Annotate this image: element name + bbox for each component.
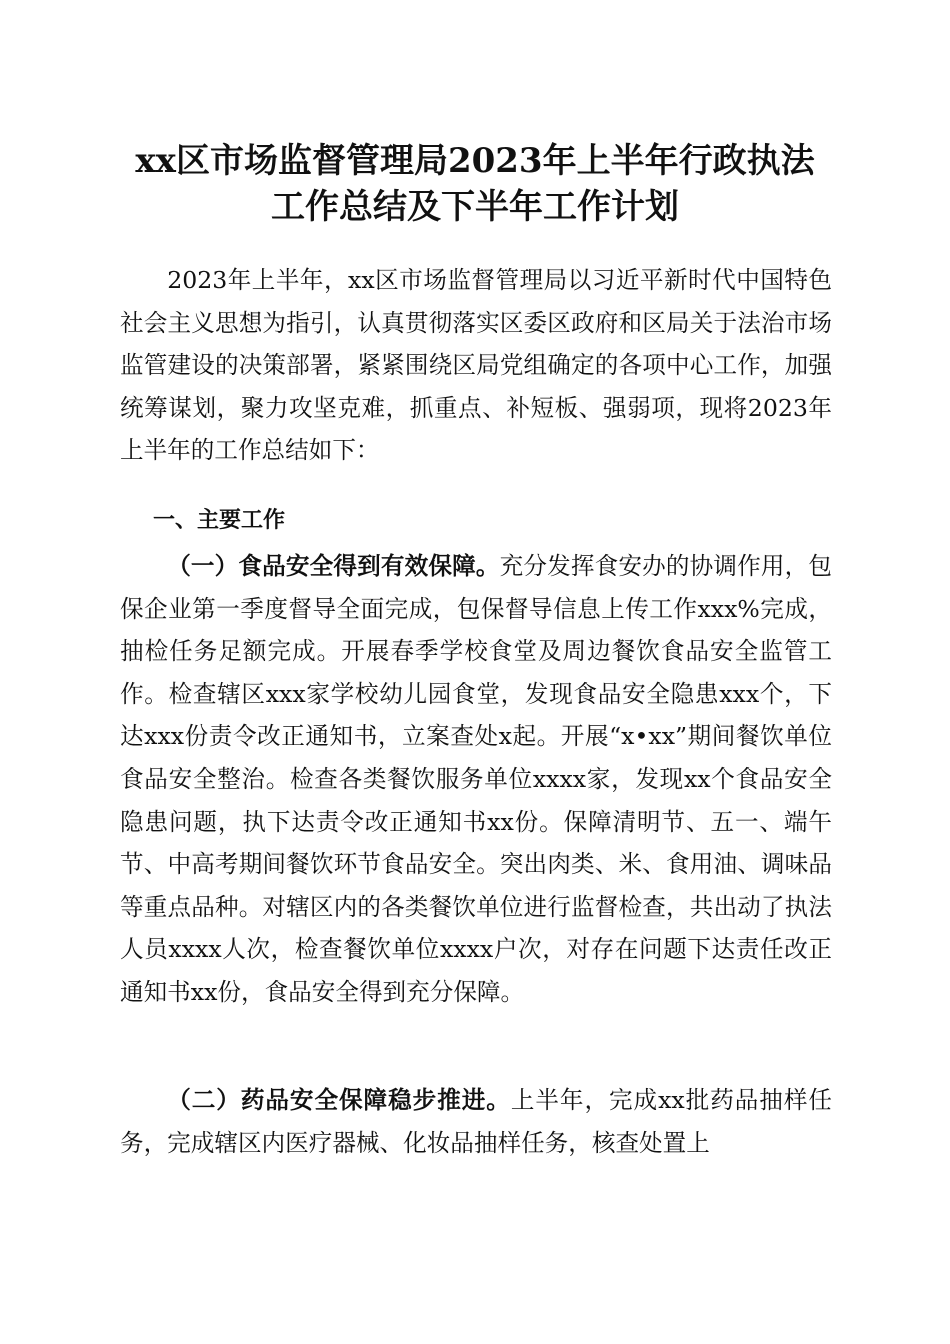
- paragraph-drug-safety-body: 上半年，完成xx批药品抽样任务，完成辖区内医疗器械、化妆品抽样任务，核查处置上: [120, 1086, 832, 1157]
- paragraph-drug-safety-lead: （二）药品安全保障稳步推进。: [167, 1086, 511, 1114]
- paragraph-drug-safety: [120, 1079, 832, 1164]
- paragraph-food-safety-body: 充分发挥食安办的协调作用，包保企业第一季度督导全面完成，包保督导信息上传工作xxx%完成，抽检任务足额完成。开展春季学校食堂及周边餐饮食品安全监管工作。检查辖区xxx家学校幼儿园食堂，发现食品安全隐患xxx个，下达xxx份责令改正通知书，立案查处x起。开展“x•xx”期间餐饮单位食品安全整治。检查各类餐饮服务单位xxxx家，发现xx个食品安全隐患问题，执下达责令改正通知书xx份。保障清明节、五一、端午节、中高考期间餐饮环节食品安全。突出肉类、米、食用油、调味品等重点品种。对辖区内的各类餐饮单位进行监督检查，共出动了执法人员xxxx人次，检查餐饮单位xxxx户次，对存在问题下达责任改正通知书xx份，食品安全得到充分保障。: [120, 552, 832, 1006]
- document-title-line2: 工作总结及下半年工作计划: [271, 187, 679, 227]
- paragraph-food-safety-lead: （一）食品安全得到有效保障。: [167, 552, 500, 580]
- intro-paragraph: 2023年上半年，xx区市场监督管理局以习近平新时代中国特色社会主义思想为指引，认真贯彻落实区委区政府和区局关于法治市场监管建设的决策部署，紧紧围绕区局党组确定的各项中心工作，加强统筹谋划，聚力攻坚克难，抓重点、补短板、强弱项，现将2023年上半年的工作总结如下：: [120, 266, 832, 465]
- section-heading-main-work: 一、主要工作: [153, 508, 286, 533]
- paragraph-food-safety: [120, 545, 832, 1014]
- document-title-line1: xx区市场监督管理局2023年上半年行政执法: [135, 141, 815, 181]
